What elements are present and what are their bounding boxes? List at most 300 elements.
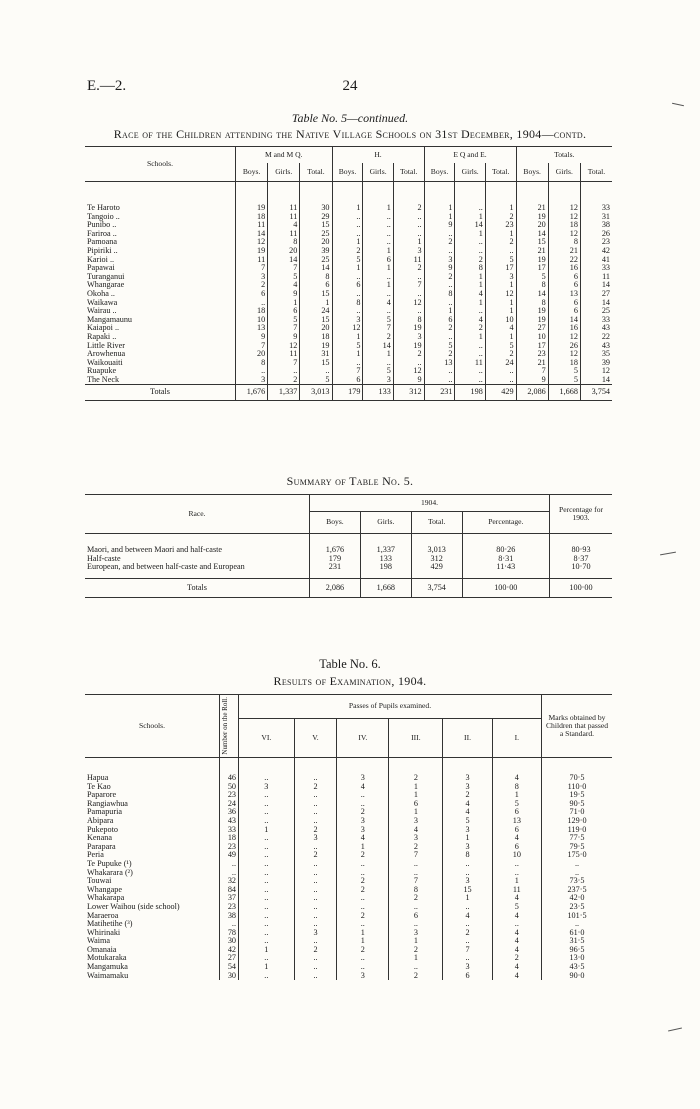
cell: 2 [236, 281, 268, 290]
cell: 3 [393, 333, 424, 342]
cell: 1 [363, 182, 393, 213]
table6 [85, 694, 612, 980]
cell: .. [239, 791, 295, 800]
t5-col-schools: Schools. [85, 147, 236, 182]
cell: 50 [220, 783, 239, 792]
school-name: Fariroa .. [87, 228, 117, 238]
total-cell: 1,668 [360, 578, 411, 598]
school-name: Kaiapoi .. [87, 323, 120, 333]
cell: 2 [455, 324, 485, 333]
cell: 5 [268, 273, 300, 282]
cell: .. [220, 920, 239, 929]
cell: 7 [268, 359, 300, 368]
cell: 4 [443, 912, 492, 921]
cell: .. [363, 230, 393, 239]
cell: .. [294, 920, 337, 929]
cell: .. [363, 359, 393, 368]
summary-subheader: Total. [411, 512, 462, 534]
cell: .. [332, 213, 363, 222]
cell: .. [268, 367, 300, 376]
cell: 18 [220, 834, 239, 843]
cell: .. [542, 869, 613, 878]
school-name: Waikawa [87, 297, 118, 307]
table-row [85, 213, 612, 222]
cell: 1 [332, 333, 363, 342]
cell: 4 [492, 946, 541, 955]
t6-col-schools: Schools. [85, 695, 220, 758]
cell: 5 [485, 342, 516, 351]
cell: 3 [393, 247, 424, 256]
cell: .. [239, 808, 295, 817]
cell: .. [393, 307, 424, 316]
cell: 16 [548, 264, 580, 273]
cell: 19 [516, 213, 548, 222]
cell: 14 [580, 299, 612, 308]
cell: 1 [424, 213, 455, 222]
school-name: Pamoana [87, 237, 118, 247]
cell: 42 [580, 247, 612, 256]
cell: 13 [424, 359, 455, 368]
cell: .. [294, 843, 337, 852]
cell: 27 [220, 954, 239, 963]
cell: .. [220, 860, 239, 869]
cell: 1 [337, 843, 389, 852]
cell: 8 [332, 299, 363, 308]
school-name: Peria [87, 850, 104, 860]
table-row [85, 281, 612, 290]
cell: 71·0 [542, 808, 613, 817]
cell: 1 [424, 182, 455, 213]
cell: .. [239, 800, 295, 809]
table-row [85, 350, 612, 359]
cell: 80·26 [462, 534, 549, 555]
cell: 30 [220, 972, 239, 981]
cell: 7 [332, 367, 363, 376]
total-cell: 3,754 [580, 385, 612, 401]
table-row [85, 758, 612, 783]
cell: 4 [492, 834, 541, 843]
cell: 17 [485, 264, 516, 273]
cell: 90·5 [542, 800, 613, 809]
margin-mark [672, 103, 684, 106]
cell: 23 [485, 221, 516, 230]
school-name: Maraeroa [87, 910, 119, 920]
cell: 19 [236, 182, 268, 213]
cell: 11·43 [462, 563, 549, 578]
table-row [85, 860, 612, 869]
cell: 7 [236, 264, 268, 273]
cell: 1 [337, 937, 389, 946]
school-name: Turanganui [87, 271, 125, 281]
cell: .. [332, 273, 363, 282]
cell: 6 [492, 808, 541, 817]
cell: 12 [332, 324, 363, 333]
cell: 8 [516, 281, 548, 290]
cell: 19 [393, 342, 424, 351]
cell: 13·0 [542, 954, 613, 963]
cell: 35 [580, 350, 612, 359]
cell: 7 [443, 946, 492, 955]
cell: .. [239, 972, 295, 981]
cell: .. [455, 342, 485, 351]
cell: 23 [220, 903, 239, 912]
cell: .. [443, 903, 492, 912]
cell: 19 [516, 316, 548, 325]
cell: 23 [516, 350, 548, 359]
school-name: Pukepoto [87, 824, 118, 834]
cell: .. [455, 350, 485, 359]
total-cell: 429 [485, 385, 516, 401]
cell: 3 [389, 834, 443, 843]
cell: 312 [411, 555, 462, 564]
cell: .. [424, 376, 455, 385]
cell: .. [239, 877, 295, 886]
total-cell: 1,337 [268, 385, 300, 401]
cell: 9 [516, 376, 548, 385]
cell: 13 [492, 817, 541, 826]
table-row [85, 316, 612, 325]
cell: 5 [485, 256, 516, 265]
cell: 11 [455, 359, 485, 368]
table-row [85, 903, 612, 912]
cell: 1 [389, 937, 443, 946]
cell: 4 [492, 937, 541, 946]
cell: .. [294, 972, 337, 981]
table-row [85, 324, 612, 333]
cell: .. [239, 843, 295, 852]
cell: .. [337, 954, 389, 963]
cell: 3 [332, 316, 363, 325]
school-name: Okoha .. [87, 288, 115, 298]
cell: 5 [300, 376, 332, 385]
cell: 31·5 [542, 937, 613, 946]
cell: .. [294, 869, 337, 878]
cell: 4 [268, 221, 300, 230]
cell: .. [332, 359, 363, 368]
cell: 30 [300, 182, 332, 213]
table-row [85, 954, 612, 963]
cell: 20 [236, 350, 268, 359]
table-row [85, 791, 612, 800]
cell: 1 [268, 299, 300, 308]
cell: .. [239, 912, 295, 921]
cell: 11 [268, 230, 300, 239]
table-row [85, 221, 612, 230]
cell: 6 [268, 307, 300, 316]
cell: 42·0 [542, 894, 613, 903]
cell: 2 [337, 886, 389, 895]
cell: .. [424, 247, 455, 256]
cell: .. [332, 290, 363, 299]
cell: 2 [337, 946, 389, 955]
cell: 7 [389, 877, 443, 886]
t5-subheader: Girls. [363, 163, 393, 181]
school-name: Arowhenua [87, 349, 126, 359]
cell: 12 [236, 238, 268, 247]
cell: .. [393, 359, 424, 368]
cell: .. [236, 367, 268, 376]
cell: 6 [363, 256, 393, 265]
cell: .. [485, 247, 516, 256]
cell: 3 [443, 783, 492, 792]
table-row [85, 290, 612, 299]
cell: 101·5 [542, 912, 613, 921]
cell: 4 [363, 299, 393, 308]
t6-standard-header: IV. [337, 719, 389, 758]
totals-label: Totals [150, 387, 170, 397]
cell: 3 [294, 834, 337, 843]
cell: 2 [337, 851, 389, 860]
cell: 8 [393, 316, 424, 325]
cell: 1 [485, 281, 516, 290]
table-row [85, 877, 612, 886]
cell: 9 [268, 290, 300, 299]
margin-mark [668, 1028, 682, 1032]
cell: 84 [220, 886, 239, 895]
school-name: Whangarae [87, 280, 125, 290]
cell: 2 [294, 826, 337, 835]
cell: 1 [424, 307, 455, 316]
school-name: Ruapuke [87, 366, 117, 376]
school-name: Punibo .. [87, 220, 117, 230]
table-row [85, 929, 612, 938]
table-row [85, 826, 612, 835]
cell: 3 [443, 877, 492, 886]
school-name: Whakarapa [87, 893, 125, 903]
cell: 175·0 [542, 851, 613, 860]
cell: 429 [411, 563, 462, 578]
cell: .. [443, 860, 492, 869]
summary-table [85, 494, 612, 598]
t6-col-roll: Number on the Roll. [220, 695, 239, 758]
cell: 129·0 [542, 817, 613, 826]
cell: .. [393, 290, 424, 299]
cell: 231 [310, 563, 361, 578]
cell: 5 [443, 817, 492, 826]
cell: 4 [492, 963, 541, 972]
cell: 12 [268, 342, 300, 351]
cell: .. [424, 367, 455, 376]
table-row [85, 912, 612, 921]
cell: .. [294, 800, 337, 809]
cell: 2 [492, 954, 541, 963]
cell: .. [337, 869, 389, 878]
cell: 25 [300, 256, 332, 265]
cell: 29 [300, 213, 332, 222]
cell: 2 [337, 808, 389, 817]
cell: 41 [580, 256, 612, 265]
cell: 5 [492, 800, 541, 809]
cell: 12 [548, 350, 580, 359]
cell: .. [424, 299, 455, 308]
total-cell: 100·00 [462, 578, 549, 598]
cell: 3 [443, 963, 492, 972]
cell: 8 [443, 851, 492, 860]
cell: 2 [393, 264, 424, 273]
cell: 198 [360, 563, 411, 578]
table6-title: Table No. 6. [319, 657, 381, 671]
cell: 9 [236, 333, 268, 342]
summary-pct-1903: Percentage for 1903. [550, 495, 613, 534]
cell: .. [239, 758, 295, 783]
school-name: Waima [87, 936, 110, 946]
cell: 6 [548, 281, 580, 290]
cell: 3 [389, 929, 443, 938]
cell: 11 [236, 221, 268, 230]
totals-row [85, 578, 612, 598]
t5-group-header: Totals. [516, 147, 612, 164]
table-row [85, 534, 612, 555]
cell: 12 [393, 367, 424, 376]
table-row [85, 783, 612, 792]
cell: 22 [580, 333, 612, 342]
table-row [85, 817, 612, 826]
cell: .. [239, 817, 295, 826]
cell: 4 [492, 758, 541, 783]
cell: 11 [268, 350, 300, 359]
cell: .. [363, 213, 393, 222]
cell: 23 [220, 843, 239, 852]
cell: 3 [337, 826, 389, 835]
cell: 7 [236, 342, 268, 351]
cell: 12 [548, 333, 580, 342]
cell: 4 [492, 929, 541, 938]
cell: 133 [360, 555, 411, 564]
cell: 15 [300, 290, 332, 299]
cell: .. [393, 230, 424, 239]
cell: 6 [300, 281, 332, 290]
table-row [85, 851, 612, 860]
school-name: Kenana [87, 833, 113, 843]
cell: 21 [548, 247, 580, 256]
t6-standard-header: V. [294, 719, 337, 758]
summary-subheader: Percentage. [462, 512, 549, 534]
cell: 7 [516, 367, 548, 376]
total-cell: 100·00 [550, 578, 613, 598]
cell: 38 [220, 912, 239, 921]
cell: 1 [389, 791, 443, 800]
cell: 80·93 [550, 534, 613, 555]
cell: 1 [337, 929, 389, 938]
cell: 16 [548, 324, 580, 333]
cell: .. [492, 869, 541, 878]
t5-subheader: Total. [393, 163, 424, 181]
t6-standard-header: III. [389, 719, 443, 758]
cell: 24 [220, 800, 239, 809]
cell: 70·5 [542, 758, 613, 783]
cell: 4 [492, 972, 541, 981]
cell: 19 [300, 342, 332, 351]
school-name: Mangamaunu [87, 314, 133, 324]
cell: .. [239, 903, 295, 912]
cell: 2 [443, 791, 492, 800]
cell: 1 [389, 808, 443, 817]
cell: .. [455, 247, 485, 256]
cell: 2 [393, 182, 424, 213]
cell: .. [363, 307, 393, 316]
total-cell: 3,754 [411, 578, 462, 598]
cell: .. [294, 937, 337, 946]
table-row [85, 264, 612, 273]
cell: 6 [236, 290, 268, 299]
cell: 1 [492, 877, 541, 886]
cell: 119·0 [542, 826, 613, 835]
t5-subheader: Boys. [332, 163, 363, 181]
table-row [85, 273, 612, 282]
total-cell: 312 [393, 385, 424, 401]
summary-col-race: Race. [85, 495, 310, 534]
cell: 11 [268, 182, 300, 213]
cell: 43·5 [542, 963, 613, 972]
cell: .. [393, 221, 424, 230]
cell: 2 [363, 333, 393, 342]
total-cell: 2,086 [310, 578, 361, 598]
cell: .. [294, 903, 337, 912]
cell: 20 [516, 221, 548, 230]
cell: 31 [580, 213, 612, 222]
cell: 1 [363, 264, 393, 273]
cell: 3 [337, 758, 389, 783]
cell: 33 [220, 826, 239, 835]
cell: 15 [300, 221, 332, 230]
table-row [85, 238, 612, 247]
cell: 13 [548, 290, 580, 299]
race-name: Maori, and between Maori and half-caste [87, 545, 223, 554]
t5-group-header: E Q and E. [424, 147, 516, 164]
table-row [85, 376, 612, 385]
cell: 6 [443, 972, 492, 981]
cell: 14 [516, 290, 548, 299]
cell: 2 [424, 273, 455, 282]
cell: 3 [337, 817, 389, 826]
cell: 21 [516, 182, 548, 213]
cell: 8 [236, 359, 268, 368]
table-row [85, 886, 612, 895]
cell: 3 [443, 826, 492, 835]
cell: 33 [580, 182, 612, 213]
cell: 5 [332, 256, 363, 265]
cell: 5 [516, 273, 548, 282]
t5-subheader: Total. [300, 163, 332, 181]
cell: 2 [485, 213, 516, 222]
cell: 7 [268, 264, 300, 273]
cell: 4 [455, 316, 485, 325]
table-row [85, 299, 612, 308]
cell: 5 [548, 376, 580, 385]
cell: .. [294, 954, 337, 963]
cell: 1 [443, 894, 492, 903]
cell: 49 [220, 851, 239, 860]
cell: 2 [389, 946, 443, 955]
cell: 12 [580, 367, 612, 376]
cell: 61·0 [542, 929, 613, 938]
cell: 8 [548, 238, 580, 247]
cell: .. [363, 238, 393, 247]
cell: 1 [455, 230, 485, 239]
cell: .. [332, 221, 363, 230]
school-name: Wairau .. [87, 306, 117, 316]
cell: 18 [548, 359, 580, 368]
cell: 11 [580, 273, 612, 282]
cell: 1 [485, 333, 516, 342]
cell: 8 [300, 273, 332, 282]
cell: 17 [516, 264, 548, 273]
cell: 4 [443, 808, 492, 817]
cell: .. [239, 894, 295, 903]
school-name: Matihetihe (³) [87, 919, 133, 929]
table-row [85, 843, 612, 852]
cell: 2 [455, 256, 485, 265]
